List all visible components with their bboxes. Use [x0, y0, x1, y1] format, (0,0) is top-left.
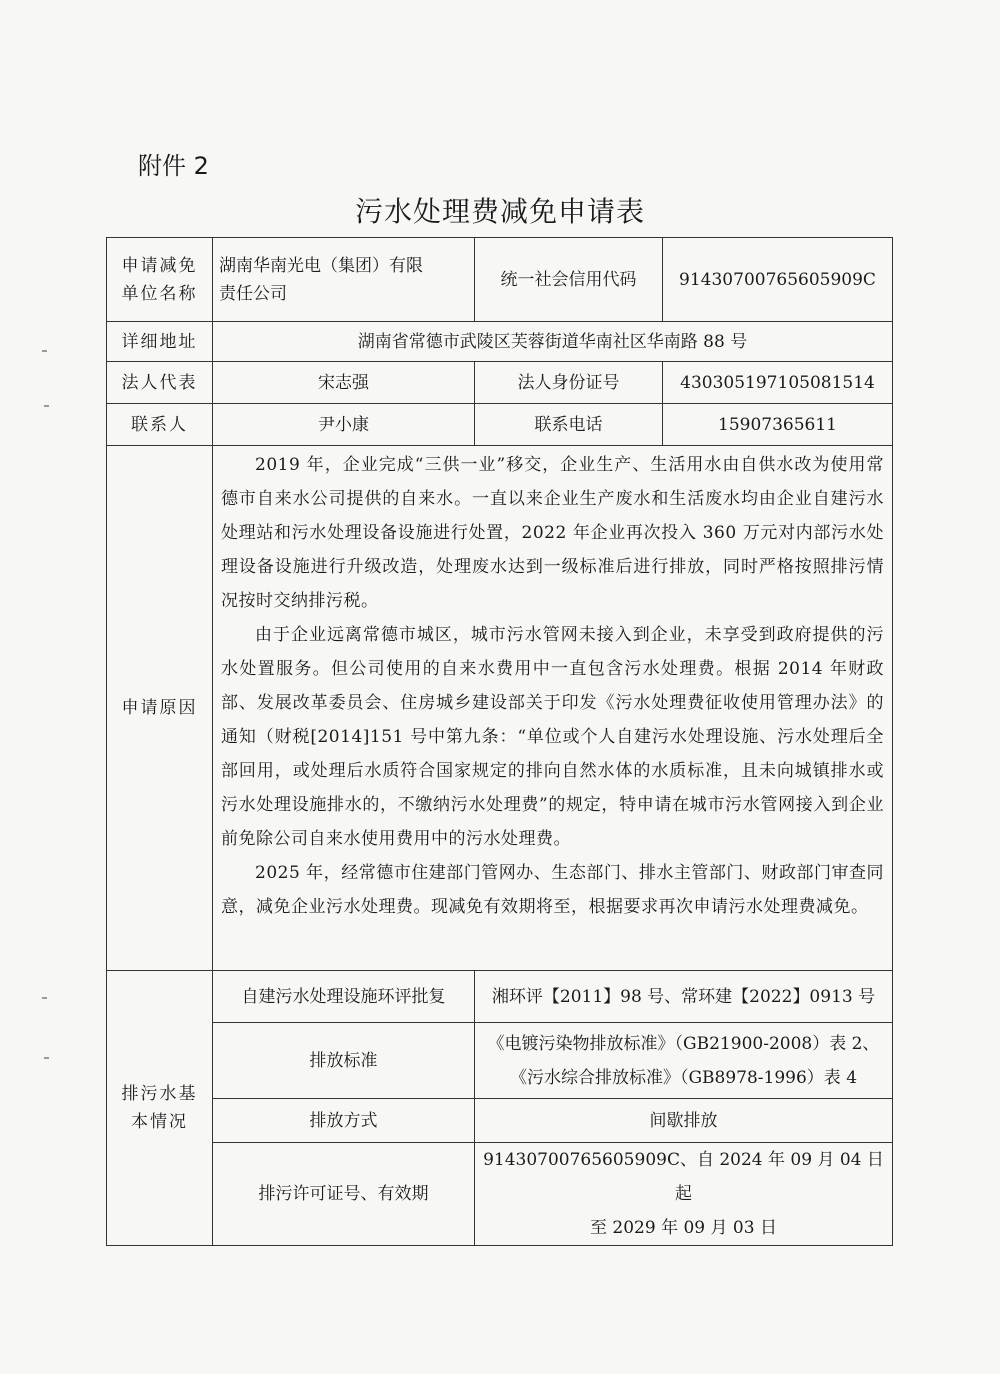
id-number-value: 430305197105081514 [663, 362, 893, 404]
scan-mark [44, 1057, 49, 1059]
method-value: 间歇排放 [475, 1099, 893, 1143]
phone-label: 联系电话 [475, 404, 663, 446]
row-legal [107, 362, 893, 404]
reason-label: 申请原因 [107, 446, 213, 971]
reason-paragraph: 2019 年，企业完成“三供一业”移交，企业生产、生活用水由自供水改为使用常德市自来水公司提供的自来水。一直以来企业生产废水和生活废水均由企业自建污水处理站和污水处理设备设施进行处置，2022 年企业再次投入 360 万元对内部污水处理设备设施进行升级改造，处理废水达到一级标准后进行排放，同时严格按照排污情况按时交纳排污税。 [221, 455, 884, 611]
method-label: 排放方式 [213, 1099, 475, 1143]
page-title: 污水处理费减免申请表 [354, 195, 645, 228]
row-eia [107, 971, 893, 1023]
row-address [107, 322, 893, 362]
discharge-label: 排污水基 本情况 [107, 971, 213, 1246]
row-unit [107, 238, 893, 322]
row-method [107, 1099, 893, 1143]
row-standard [107, 1023, 893, 1099]
row-reason [107, 446, 893, 971]
credit-code-value: 91430700765605909C [663, 238, 893, 322]
legal-rep-label: 法人代表 [107, 362, 213, 404]
reason-paragraph: 2025 年，经常德市住建部门管网办、生态部门、排水主管部门、财政部门审查同意，减免企业污水处理费。现减免有效期将至，根据要求再次申请污水处理费减免。 [221, 863, 884, 917]
contact-value: 尹小康 [213, 404, 475, 446]
legal-rep-value: 宋志强 [213, 362, 475, 404]
id-number-label: 法人身份证号 [475, 362, 663, 404]
row-contact [107, 404, 893, 446]
credit-code-label: 统一社会信用代码 [475, 238, 663, 322]
scan-mark [44, 405, 49, 407]
reason-text [213, 446, 893, 971]
address-label: 详细地址 [107, 322, 213, 362]
permit-value: 91430700765605909C、自 2024 年 09 月 04 日起 至 2029 年 09 月 03 日 [475, 1143, 893, 1246]
standard-value: 《电镀污染物排放标准》（GB21900-2008）表 2、 《污水综合排放标准》（GB8978-1996）表 4 [475, 1023, 893, 1099]
eia-value: 湘环评【2011】98 号、常环建【2022】0913 号 [475, 971, 893, 1023]
phone-value: 15907365611 [663, 404, 893, 446]
scan-mark [42, 997, 47, 999]
row-permit [107, 1143, 893, 1246]
standard-label: 排放标准 [213, 1023, 475, 1099]
scan-mark [42, 350, 47, 352]
eia-label: 自建污水处理设施环评批复 [213, 971, 475, 1023]
application-form-table [106, 237, 893, 1246]
contact-label: 联系人 [107, 404, 213, 446]
permit-label: 排污许可证号、有效期 [213, 1143, 475, 1246]
reason-paragraph: 由于企业远离常德市城区，城市污水管网未接入到企业，未享受到政府提供的污水处置服务。但公司使用的自来水费用中一直包含污水处理费。根据 2014 年财政部、发展改革委员会、住房城乡建设部关于印发《污水处理费征收使用管理办法》的通知（财税[2014]151 号中第九条：“单位或个人自建污水处理设施、污水处理后全部回用，或处理后水质符合国家规定的排向自然水体的水质标准，且未向城镇排水或污水处理设施排水的，不缴纳污水处理费”的规定，特申请在城市污水管网接入到企业前免除公司自来水使用费用中的污水处理费。 [221, 625, 884, 849]
attachment-label: 附件 2 [138, 152, 209, 180]
address-value: 湖南省常德市武陵区芙蓉街道华南社区华南路 88 号 [213, 322, 893, 362]
unit-value: 湖南华南光电（集团）有限 责任公司 [213, 238, 475, 322]
unit-label: 申请减免 单位名称 [107, 238, 213, 322]
